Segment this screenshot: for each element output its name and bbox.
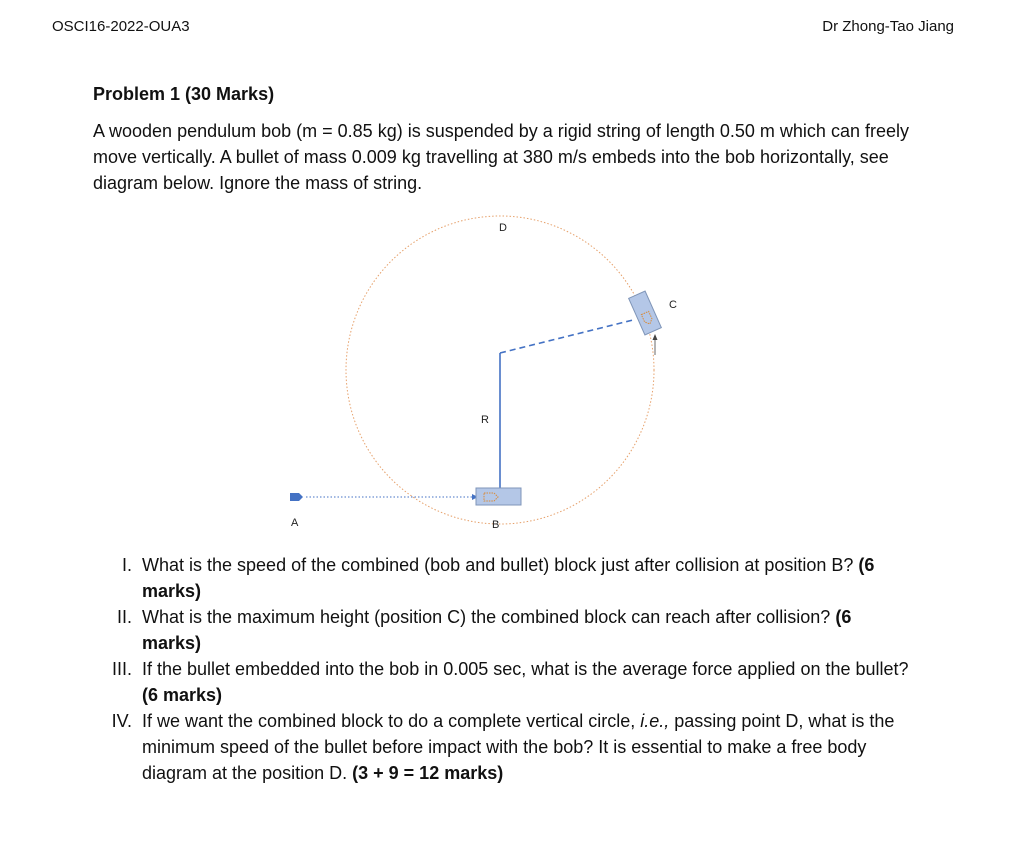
question-text-ie: i.e., — [640, 711, 670, 731]
question-4 — [92, 708, 912, 786]
problem-title: Problem 1 (30 Marks) — [93, 84, 275, 104]
question-marks: (6 marks) — [142, 685, 223, 705]
question-number: IV. — [111, 711, 132, 731]
question-marks: (3 + 9 = 12 marks) — [352, 763, 504, 783]
bob-at-b — [476, 488, 521, 505]
question-text-pre: If we want the combined block to do a complete vertical circle, — [142, 711, 636, 731]
question-text: What is the speed of the combined (bob and bullet) block just after collision at position B? — [142, 555, 854, 575]
author-name: Dr Zhong-Tao Jiang — [822, 18, 954, 35]
question-marks: (6 marks) — [142, 555, 875, 601]
string-dashed-to-c — [500, 320, 633, 353]
question-number: I. — [121, 555, 132, 575]
question-list — [92, 552, 912, 786]
label-a: A — [291, 517, 299, 529]
question-marks: (6 marks) — [142, 607, 852, 653]
question-number: II. — [116, 607, 132, 627]
question-number: III. — [111, 659, 132, 679]
label-d: D — [499, 222, 507, 234]
question-1 — [92, 552, 912, 604]
motion-arrowhead — [653, 334, 658, 340]
label-c: C — [669, 299, 677, 311]
label-r: R — [481, 414, 489, 426]
bullet-icon — [290, 493, 303, 501]
question-2 — [92, 604, 912, 656]
course-code: OSCI16-2022-OUA3 — [52, 18, 190, 35]
bob-at-c — [629, 291, 662, 335]
question-text: What is the maximum height (position C) the combined block can reach after collision? — [142, 607, 831, 627]
label-b: B — [492, 519, 500, 531]
question-text: If the bullet embedded into the bob in 0.005 sec, what is the average force applied on the bullet? — [142, 659, 909, 679]
problem-intro: A wooden pendulum bob (m = 0.85 kg) is suspended by a rigid string of length 0.50 m which can freely move vertically. A bullet of mass 0.009 kg travelling at 380 m/s embeds into the bob horizontally, see diagram below. Ignore the mass of string. — [93, 121, 909, 193]
question-text-post: passing point D, what is the minimum speed of the bullet before impact with the bob? It is essential to make a free body diagram at the position D. — [142, 711, 895, 783]
question-3 — [92, 656, 912, 708]
